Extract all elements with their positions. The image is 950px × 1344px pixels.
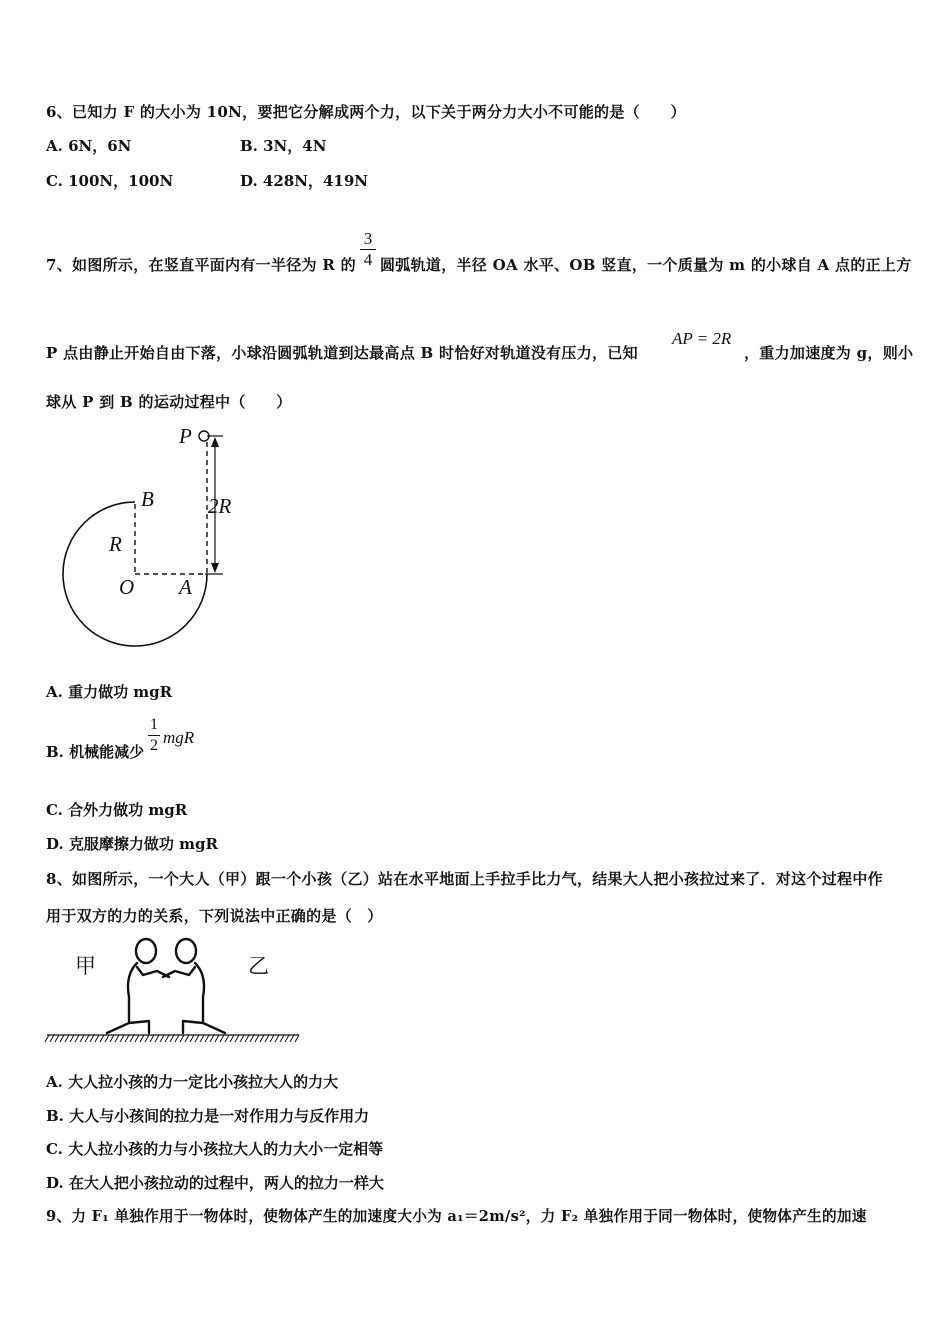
q8-stem-line1: 8、如图所示，一个大人（甲）跟一个小孩（乙）站在水平地面上手拉手比力气，结果大人把小孩拉过来了．对这个过程中作: [46, 870, 883, 888]
q8-hatch-mark: [140, 1035, 144, 1042]
q8-hatch-mark: [205, 1035, 209, 1042]
q8-hatch-mark: [135, 1035, 139, 1042]
q7-label-p: P: [179, 424, 192, 448]
q8-hatch-mark: [195, 1035, 199, 1042]
q8-hatch-mark: [130, 1035, 134, 1042]
q8-hatch-mark: [45, 1035, 49, 1042]
q7-option-d: D. 克服摩擦力做功 mgR: [46, 835, 218, 853]
q8-tug-figure: [45, 935, 315, 1050]
q8-stem-line2: 用于双方的力的关系，下列说法中正确的是（ ）: [46, 907, 383, 925]
q7-label-a: A: [179, 575, 192, 599]
q8-hatch-mark: [150, 1035, 154, 1042]
q7-fraction-three-quarters: [360, 230, 376, 269]
q7-label-r: R: [109, 532, 122, 556]
q8-hatch-mark: [240, 1035, 244, 1042]
q8-adult-head: [136, 939, 156, 963]
q7-frac-den: 4: [363, 250, 373, 269]
q8-hatch-mark: [60, 1035, 64, 1042]
q8-hatch-mark: [185, 1035, 189, 1042]
q8-hatch-mark: [110, 1035, 114, 1042]
q8-ground-hatching: [45, 1035, 299, 1042]
q8-hatch-mark: [280, 1035, 284, 1042]
q8-hatch-mark: [225, 1035, 229, 1042]
q8-hatch-mark: [230, 1035, 234, 1042]
q8-hatch-mark: [290, 1035, 294, 1042]
q6-option-b: B. 3N，4N: [240, 137, 327, 155]
q8-option-b: B. 大人与小孩间的拉力是一对作用力与反作用力: [46, 1107, 370, 1125]
q8-hatch-mark: [220, 1035, 224, 1042]
q6-stem: 6、已知力 F 的大小为 10N，要把它分解成两个力，以下关于两分力大小不可能的是（ ）: [46, 103, 686, 121]
q8-hatch-mark: [155, 1035, 159, 1042]
q8-hatch-mark: [105, 1035, 109, 1042]
q8-hatch-mark: [100, 1035, 104, 1042]
q8-hatch-mark: [70, 1035, 74, 1042]
q8-label-jia: 甲: [75, 954, 96, 978]
q8-hatch-mark: [250, 1035, 254, 1042]
q8-hatch-mark: [65, 1035, 69, 1042]
q7-stem-line1b: 圆弧轨道，半径 OA 水平、OB 竖直，一个质量为 m 的小球自 A 点的正上方: [380, 256, 912, 274]
q7-stem-line1: 7、如图所示，在竖直平面内有一半径为 R 的: [46, 256, 356, 274]
q8-hatch-mark: [80, 1035, 84, 1042]
q8-option-d: D. 在大人把小孩拉动的过程中，两人的拉力一样大: [46, 1174, 384, 1192]
q7-label-b: B: [141, 487, 154, 511]
q6-option-a: A. 6N，6N: [46, 137, 132, 155]
q8-child-head: [176, 939, 196, 963]
q8-hatch-mark: [245, 1035, 249, 1042]
q8-hatch-mark: [265, 1035, 269, 1042]
q7-option-b-num: 1: [150, 716, 158, 733]
q8-hatch-mark: [85, 1035, 89, 1042]
q6-option-c: C. 100N，100N: [46, 172, 174, 190]
q8-hatch-mark: [160, 1035, 164, 1042]
q8-hatch-mark: [55, 1035, 59, 1042]
q8-hatch-mark: [285, 1035, 289, 1042]
q8-option-c: C. 大人拉小孩的力与小孩拉大人的力大小一定相等: [46, 1140, 384, 1158]
q8-hatch-mark: [200, 1035, 204, 1042]
q7-arrow-up: [211, 437, 219, 447]
q8-hatch-mark: [145, 1035, 149, 1042]
q7-option-b-mgr: mgR: [163, 728, 195, 747]
q8-child-arm: [163, 967, 195, 977]
q8-hatch-mark: [125, 1035, 129, 1042]
q8-hatch-mark: [235, 1035, 239, 1042]
q8-hatch-mark: [115, 1035, 119, 1042]
q8-hatch-mark: [90, 1035, 94, 1042]
q7-label-o: O: [119, 575, 135, 599]
q8-hatch-mark: [210, 1035, 214, 1042]
q7-stem-line2: P 点由静止开始自由下落，小球沿圆弧轨道到达最高点 B 时恰好对轨道没有压力，已知: [46, 344, 638, 362]
q7-option-a: A. 重力做功 mgR: [46, 683, 173, 701]
q8-hatch-mark: [215, 1035, 219, 1042]
q9-stem: 9、力 F₁ 单独作用于一物体时，使物体产生的加速度大小为 a₁＝2m/s²，力 F₂ 单独作用于同一物体时，使物体产生的加速: [46, 1208, 867, 1225]
q8-hatch-mark: [170, 1035, 174, 1042]
q7-option-b-den: 2: [150, 737, 158, 754]
q8-hatch-mark: [295, 1035, 299, 1042]
q7-arrow-down: [211, 563, 219, 573]
q8-hatch-mark: [260, 1035, 264, 1042]
q8-option-a: A. 大人拉小孩的力一定比小孩拉大人的力大: [46, 1073, 339, 1091]
q8-hatch-mark: [95, 1035, 99, 1042]
q8-hatch-mark: [190, 1035, 194, 1042]
q8-hatch-mark: [165, 1035, 169, 1042]
q7-stem-line2b: ，重力加速度为 g，则小: [744, 344, 914, 362]
q7-circle-track-figure: [55, 420, 305, 660]
q8-hatch-mark: [175, 1035, 179, 1042]
q6-option-d: D. 428N，419N: [240, 172, 368, 190]
q7-stem-line3: 球从 P 到 B 的运动过程中（ ）: [46, 393, 292, 411]
q7-option-b: B. 机械能减少: [46, 743, 145, 761]
q7-label-2r: 2R: [208, 494, 232, 518]
q7-option-b-fraction: [148, 716, 160, 755]
q7-frac-num: 3: [363, 229, 373, 248]
q8-hatch-mark: [275, 1035, 279, 1042]
q8-hatch-mark: [120, 1035, 124, 1042]
q8-hatch-mark: [180, 1035, 184, 1042]
q8-label-yi: 乙: [248, 954, 269, 978]
q8-hatch-mark: [50, 1035, 54, 1042]
q8-hatch-mark: [270, 1035, 274, 1042]
q8-hatch-mark: [75, 1035, 79, 1042]
q8-hatch-mark: [255, 1035, 259, 1042]
q7-math-ap-2r: AP = 2R: [672, 329, 732, 348]
q7-option-c: C. 合外力做功 mgR: [46, 801, 188, 819]
